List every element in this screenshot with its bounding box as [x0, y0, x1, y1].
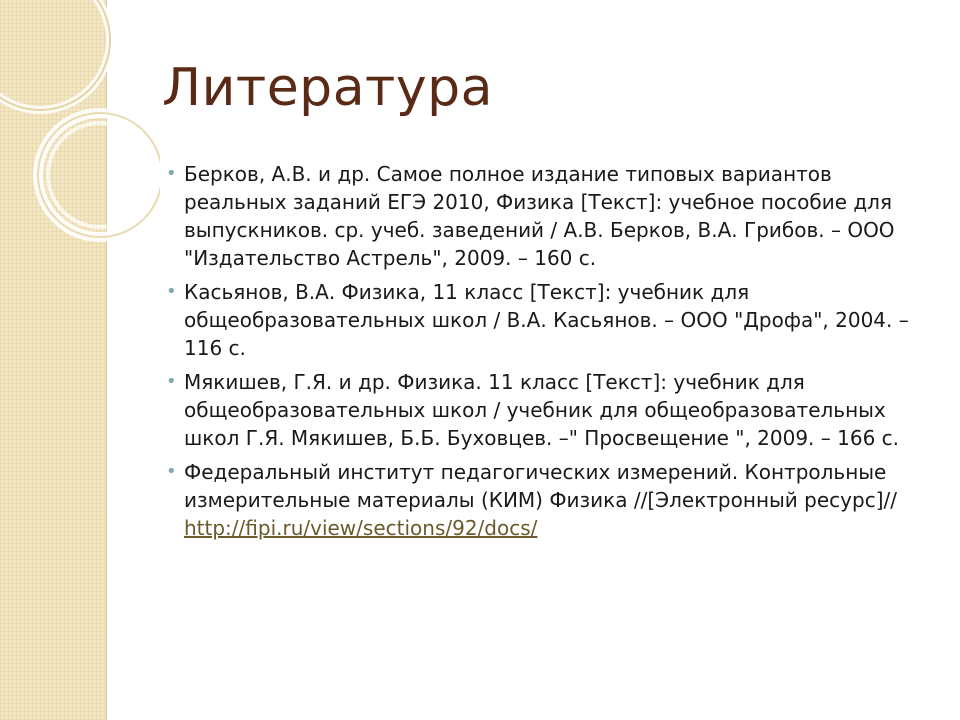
list-item	[162, 368, 932, 452]
reference-text: Касьянов, В.А. Физика, 11 класс [Текст]: учебник для общеобразовательных школ / В.А. Касьянов. – ООО "Дрофа", 2004. – 116 с.	[184, 280, 909, 360]
reference-text: Федеральный институт педагогических измерений. Контрольные измерительные материалы (КИМ) Физика //[Электронный ресурс]//	[184, 460, 897, 512]
bullet-icon: •	[166, 461, 177, 482]
reference-list	[162, 160, 932, 548]
decorative-circles	[0, 0, 160, 260]
list-item	[162, 458, 932, 542]
bullet-icon: •	[166, 281, 177, 302]
reference-text: Мякишев, Г.Я. и др. Физика. 11 класс [Текст]: учебник для общеобразовательных школ / учебник для общеобразовательных школ Г.Я. Мякишев, Б.Б. Буховцев. –" Просвещение ", 2009. – 166 с.	[184, 370, 900, 450]
list-item	[162, 278, 932, 362]
bullet-icon: •	[166, 371, 177, 392]
page-title: Литература	[162, 58, 493, 118]
reference-text: Берков, А.В. и др. Самое полное издание типовых вариантов реальных заданий ЕГЭ 2010, Физика [Текст]: учебное пособие для выпускников. ср. учеб. заведений / А.В. Берков, В.А. Грибов. – ООО "Издательство Астрель", 2009. – 160 с.	[184, 162, 895, 270]
fipi-link[interactable]: http://fipi.ru/view/sections/92/docs/	[184, 516, 538, 540]
list-item	[162, 160, 932, 272]
bullet-icon: •	[166, 163, 177, 184]
